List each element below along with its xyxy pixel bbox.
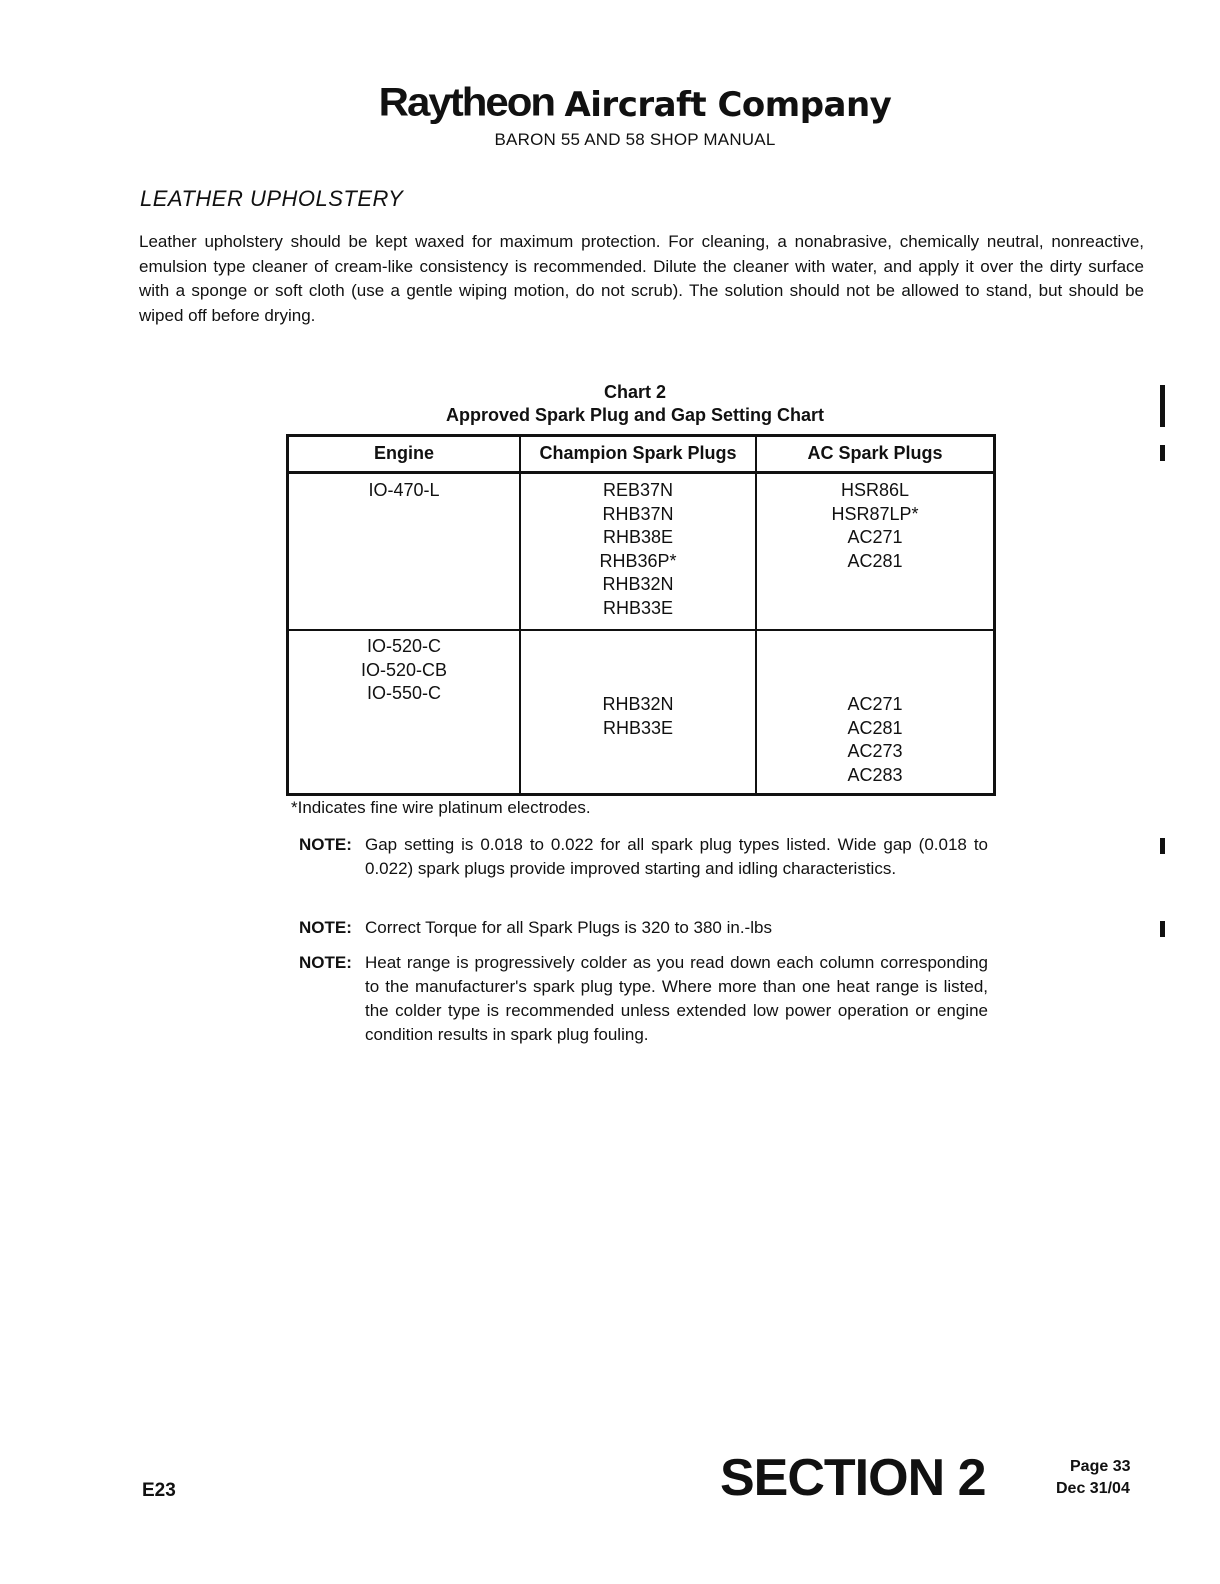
- company-logo: Raytheon: [378, 79, 555, 124]
- spark-plug-table: [286, 434, 996, 796]
- company-name: Aircraft Company: [564, 85, 892, 125]
- note-gap-setting: [299, 833, 988, 881]
- manual-title: BARON 55 AND 58 SHOP MANUAL: [494, 130, 776, 149]
- change-bar: [1160, 385, 1165, 427]
- spark-plug-item: AC281: [847, 550, 903, 571]
- ac-cell: [757, 479, 993, 573]
- note-text: Correct Torque for all Spark Plugs is 320 to 380 in.-lbs: [365, 918, 772, 937]
- engine-model: IO-470-L: [368, 480, 440, 500]
- engine-model: IO-550-C: [366, 683, 442, 703]
- note-label: NOTE:: [299, 953, 352, 972]
- engine-cell: [289, 635, 519, 706]
- intro-paragraph: Leather upholstery should be kept waxed for maximum protection. For cleaning, a nonabrasive, chemically neutral, nonreactive, emulsion type cleaner of cream-like consistency is recommended. Dilute the cleaner with water, and apply it over the dirty surface with a sponge or soft cloth (use a gentle wiping motion, do not scrub). The solution should not be allowed to stand, but should be wiped off before drying.: [139, 232, 1144, 325]
- fiche-code: E23: [142, 1480, 176, 1501]
- column-header-engine: Engine: [373, 443, 434, 463]
- note-torque: [299, 916, 988, 940]
- spark-plug-item: AC281: [847, 717, 903, 738]
- spark-plug-item: RHB33E: [602, 597, 674, 618]
- revision-date: Dec 31/04: [1056, 1480, 1130, 1497]
- document-header: [0, 78, 1220, 126]
- spark-plug-item: RHB33E: [602, 717, 674, 738]
- engine-cell: [289, 479, 519, 503]
- note-text: Heat range is progressively colder as you read down each column corresponding to the manufacturer's spark plug type. Where more than one heat range is listed, the colder type is recommended unless extended low power operation or engine condition results in spark plug fouling.: [365, 953, 988, 1044]
- chart-title: Chart 2: [603, 382, 666, 402]
- champion-cell: [521, 693, 755, 740]
- spark-plug-item: RHB36P*: [599, 550, 677, 571]
- engine-model: IO-520-C: [366, 636, 442, 656]
- row-divider: [289, 629, 993, 631]
- spark-plug-item: RHB32N: [602, 694, 674, 714]
- header-divider: [289, 471, 993, 474]
- change-bar: [1160, 445, 1165, 461]
- change-bar: [1160, 838, 1165, 854]
- spark-plug-item: REB37N: [602, 480, 674, 500]
- table-footnote: *Indicates fine wire platinum electrodes.: [291, 798, 591, 817]
- note-heat-range: [299, 951, 988, 1047]
- change-bar: [1160, 921, 1165, 937]
- spark-plug-item: HSR87LP*: [831, 503, 919, 524]
- spark-plug-item: AC283: [847, 764, 903, 785]
- chart-subtitle: Approved Spark Plug and Gap Setting Chart: [445, 405, 825, 425]
- spark-plug-item: AC271: [847, 694, 903, 714]
- spark-plug-item: AC273: [847, 741, 903, 761]
- column-header-champion: Champion Spark Plugs: [539, 443, 737, 463]
- spark-plug-item: AC271: [847, 527, 903, 547]
- champion-cell: [521, 479, 755, 620]
- note-text: Gap setting is 0.018 to 0.022 for all spark plug types listed. Wide gap (0.018 to 0.022) spark plugs provide improved starting and idling characteristics.: [365, 835, 988, 878]
- section-heading: LEATHER UPHOLSTERY: [140, 186, 404, 211]
- spark-plug-item: RHB32N: [602, 574, 674, 594]
- page-number: Page 33: [1070, 1458, 1131, 1475]
- ac-cell: [757, 693, 993, 787]
- column-header-ac: AC Spark Plugs: [807, 443, 943, 463]
- note-label: NOTE:: [299, 835, 352, 854]
- spark-plug-item: HSR86L: [840, 480, 910, 500]
- spark-plug-item: RHB37N: [602, 503, 674, 524]
- note-label: NOTE:: [299, 918, 352, 937]
- section-label: SECTION 2: [720, 1449, 986, 1507]
- engine-model: IO-520-CB: [360, 659, 448, 680]
- spark-plug-item: RHB38E: [602, 527, 674, 547]
